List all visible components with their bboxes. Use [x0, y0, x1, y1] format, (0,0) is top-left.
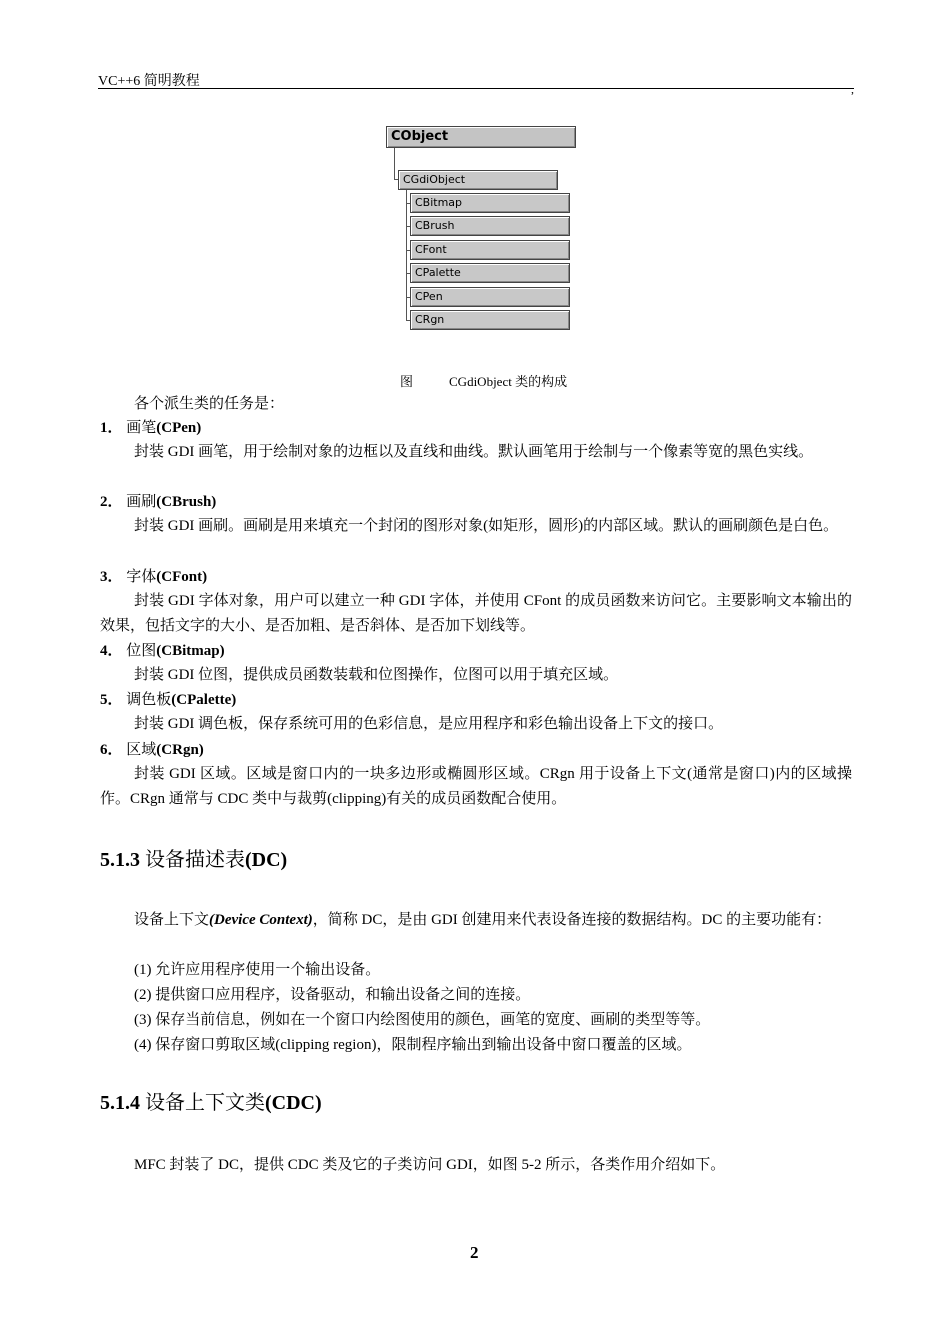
- item-number: 6．: [100, 742, 123, 758]
- item-code: (CPen): [156, 420, 202, 436]
- item-title: [100, 738, 204, 762]
- item-description: 封装 GDI 位图，提供成员函数装载和位图操作，位图可以用于填充区域。: [134, 667, 619, 683]
- diagram-node-cgdiobject: CGdiObject: [398, 170, 558, 190]
- figure-caption: [400, 371, 567, 390]
- list-item: (1) 允许应用程序使用一个输出设备。: [134, 962, 381, 978]
- item-title: [100, 688, 236, 712]
- section-title: 设备上下文类: [145, 1092, 265, 1114]
- header-rule: [98, 88, 854, 89]
- caption-text: CGdiObject 类的构成: [449, 374, 568, 389]
- item-name: 区域: [126, 742, 157, 758]
- item-description: 封装 GDI 画刷。画刷是用来填充一个封闭的图形对象(如矩形，圆形)的内部区域。默认的画刷颜色是白色。: [134, 518, 839, 534]
- diagram-node-child: CPalette: [410, 263, 570, 283]
- para-text: ，简称 DC，是由 GDI 创建用来代表设备连接的数据结构。DC 的主要功能有：: [312, 912, 832, 928]
- para-emphasis: (Device Context): [209, 912, 313, 928]
- section-title: 设备描述表: [145, 849, 245, 871]
- section-heading: [100, 843, 287, 872]
- diagram-connector: [394, 148, 395, 180]
- item-description: 封装 GDI 调色板，保存系统可用的色彩信息，是应用程序和彩色输出设备上下文的接口。: [134, 716, 724, 732]
- item-code: (CBitmap): [156, 643, 225, 659]
- diagram-node-cobject: CObject: [386, 126, 576, 148]
- diagram-connector: [406, 190, 407, 320]
- page-header: VC++6 简明教程: [98, 74, 200, 89]
- list-item: (4) 保存窗口剪取区域(clipping region)，限制程序输出到输出设备中窗口覆盖的区域。: [134, 1037, 692, 1053]
- item-code: (CBrush): [156, 494, 217, 510]
- section-number: 5.1.3: [100, 849, 140, 871]
- diagram-node-child: CPen: [410, 287, 570, 307]
- list-item: (3) 保存当前信息，例如在一个窗口内绘图使用的颜色，画笔的宽度、画刷的类型等等。: [134, 1012, 711, 1028]
- section-code: (DC): [245, 849, 288, 871]
- item-name: 画笔: [126, 420, 157, 436]
- header-mark: ,: [851, 82, 854, 96]
- class-hierarchy-diagram: [380, 120, 590, 340]
- item-description: 封装 GDI 区域。区域是窗口内的一块多边形或椭圆形区域。CRgn 用于设备上下文(通常是窗口)内的区域操作。CRgn 通常与 CDC 类中与裁剪(clipping)有关的成员函数配合使用。: [100, 766, 852, 807]
- item-title: [100, 639, 225, 663]
- item-name: 位图: [126, 643, 157, 659]
- item-description: 封装 GDI 画笔，用于绘制对象的边框以及直线和曲线。默认画笔用于绘制与一个像素等宽的黑色实线。: [134, 444, 814, 460]
- item-title: [100, 490, 216, 514]
- item-description: 封装 GDI 字体对象，用户可以建立一种 GDI 字体，并使用 CFont 的成员函数来访问它。主要影响文本输出的效果，包括文字的大小、是否加粗、是否斜体、是否加下划线等。: [100, 593, 852, 634]
- item-code: (CFont): [156, 569, 208, 585]
- intro-text: 各个派生类的任务是：: [134, 396, 285, 412]
- list-item: (2) 提供窗口应用程序，设备驱动，和输出设备之间的连接。: [134, 987, 531, 1003]
- item-number: 3．: [100, 569, 123, 585]
- page-number: 2: [470, 1243, 479, 1262]
- section-code: (CDC): [265, 1092, 322, 1114]
- diagram-node-child: CRgn: [410, 310, 570, 330]
- item-name: 画刷: [126, 494, 157, 510]
- item-number: 4．: [100, 643, 123, 659]
- diagram-node-child: CBrush: [410, 216, 570, 236]
- diagram-node-child: CFont: [410, 240, 570, 260]
- section-heading: [100, 1086, 322, 1115]
- item-code: (CPalette): [171, 692, 237, 708]
- para-text: 设备上下文: [134, 912, 210, 928]
- item-title: [100, 565, 207, 589]
- section-paragraph: MFC 封装了 DC，提供 CDC 类及它的子类访问 GDI，如图 5-2 所示，各类作用介绍如下。: [134, 1157, 726, 1173]
- item-number: 2．: [100, 494, 123, 510]
- section-number: 5.1.4: [100, 1092, 140, 1114]
- item-name: 字体: [126, 569, 157, 585]
- item-code: (CRgn): [156, 742, 204, 758]
- item-name: 调色板: [126, 692, 172, 708]
- item-number: 5．: [100, 692, 123, 708]
- section-paragraph: [100, 908, 852, 933]
- item-number: 1．: [100, 420, 123, 436]
- item-title: [100, 416, 201, 440]
- diagram-node-child: CBitmap: [410, 193, 570, 213]
- caption-label: 图: [400, 374, 414, 389]
